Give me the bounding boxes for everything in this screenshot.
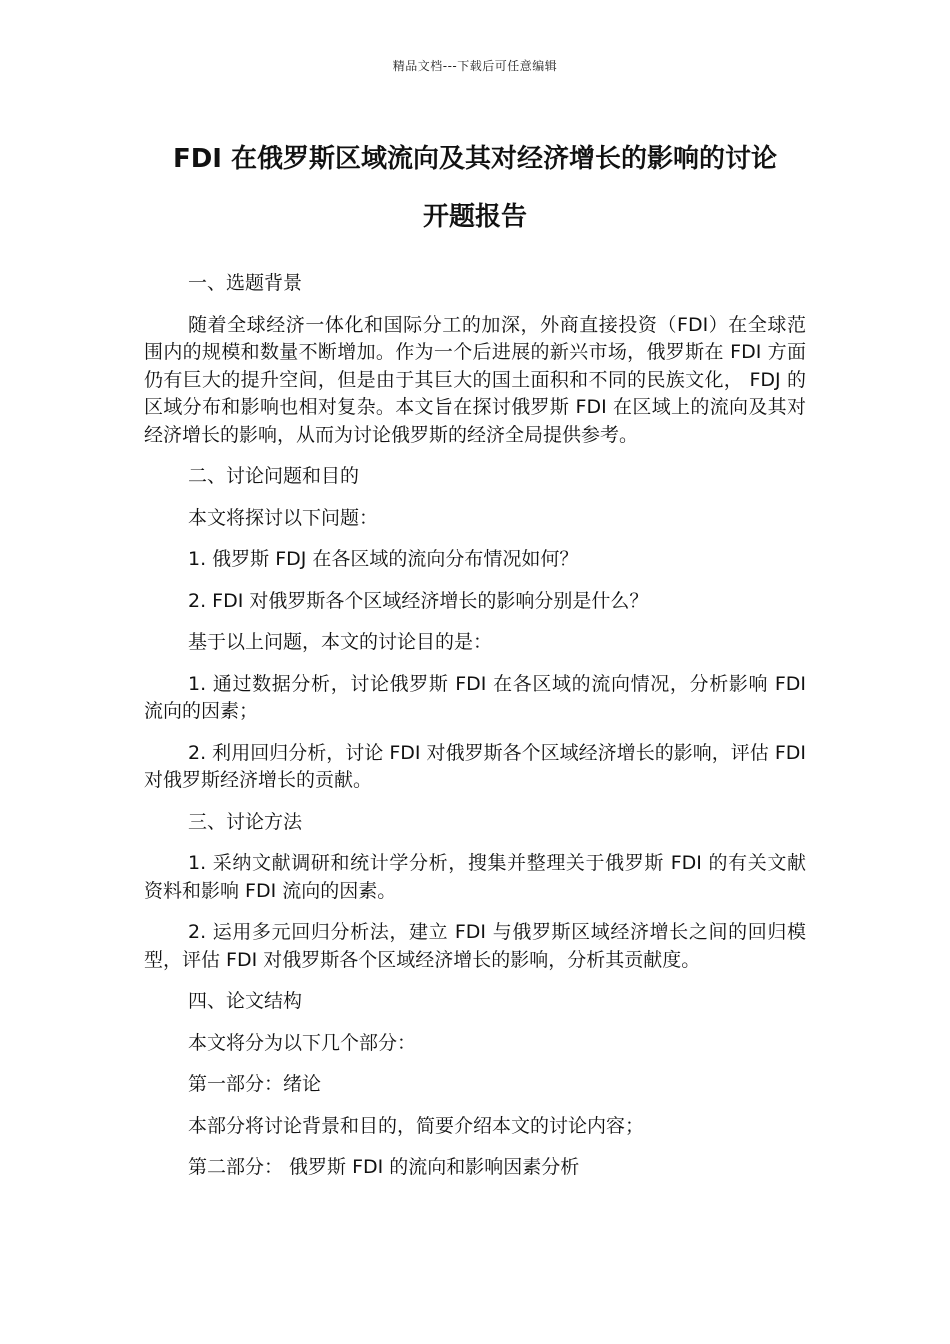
structure-part-1: 第一部分：绪论	[188, 1073, 322, 1095]
section-heading-structure: 四、论文结构	[188, 990, 303, 1012]
document-title-line-2: 开题报告	[422, 202, 527, 232]
goal-item-1: 1. 通过数据分析，讨论俄罗斯 FDI 在各区域的流向情况，分析影响 FDI 流向的因素；	[144, 672, 806, 722]
section-heading-questions: 二、讨论问题和目的	[188, 465, 360, 487]
document-title-line-1: FDI 在俄罗斯区域流向及其对经济增长的影响的讨论	[172, 144, 778, 174]
paragraph-questions-intro: 本文将探讨以下问题：	[188, 506, 379, 529]
goal-item-2: 2. 利用回归分析，讨论 FDI 对俄罗斯各个区域经济增长的影响，评估 FDI 对俄罗斯经济增长的贡献。	[144, 741, 806, 791]
paragraph-background: 随着全球经济一体化和国际分工的加深，外商直接投资（FDI）在全球范围内的规模和数量不断增加。作为一个后进展的新兴市场，俄罗斯在 FDI 方面仍有巨大的提升空间，但是由于其巨大的国土面积和不同的民族文化， FDJ 的区域分布和影响也相对复杂。本文旨在探讨俄罗斯 FDI 在区域上的流向及其对经济增长的影响，从而为讨论俄罗斯的经济全局提供参考。	[144, 313, 806, 446]
paragraph-structure-intro: 本文将分为以下几个部分：	[188, 1031, 417, 1054]
structure-part-2: 第二部分： 俄罗斯 FDI 的流向和影响因素分析	[188, 1156, 580, 1178]
method-item-2: 2. 运用多元回归分析法，建立 FDI 与俄罗斯区域经济增长之间的回归模型，评估 FDI 对俄罗斯各个区域经济增长的影响，分析其贡献度。	[144, 921, 806, 971]
question-item-1: 1. 俄罗斯 FDJ 在各区域的流向分布情况如何？	[188, 548, 579, 570]
question-item-2: 2. FDI 对俄罗斯各个区域经济增长的影响分别是什么？	[188, 589, 649, 612]
section-heading-background: 一、选题背景	[188, 272, 303, 294]
section-heading-methods: 三、讨论方法	[188, 810, 303, 833]
method-item-1: 1. 采纳文献调研和统计学分析，搜集并整理关于俄罗斯 FDI 的有关文献资料和影响 FDI 流向的因素。	[144, 852, 806, 902]
structure-part-1-description: 本部分将讨论背景和目的，简要介绍本文的讨论内容；	[188, 1114, 645, 1137]
paragraph-goals-intro: 基于以上问题，本文的讨论目的是：	[188, 631, 493, 653]
header-note: 精品文档---下载后可任意编辑	[392, 59, 558, 73]
document-body	[144, 270, 806, 1196]
